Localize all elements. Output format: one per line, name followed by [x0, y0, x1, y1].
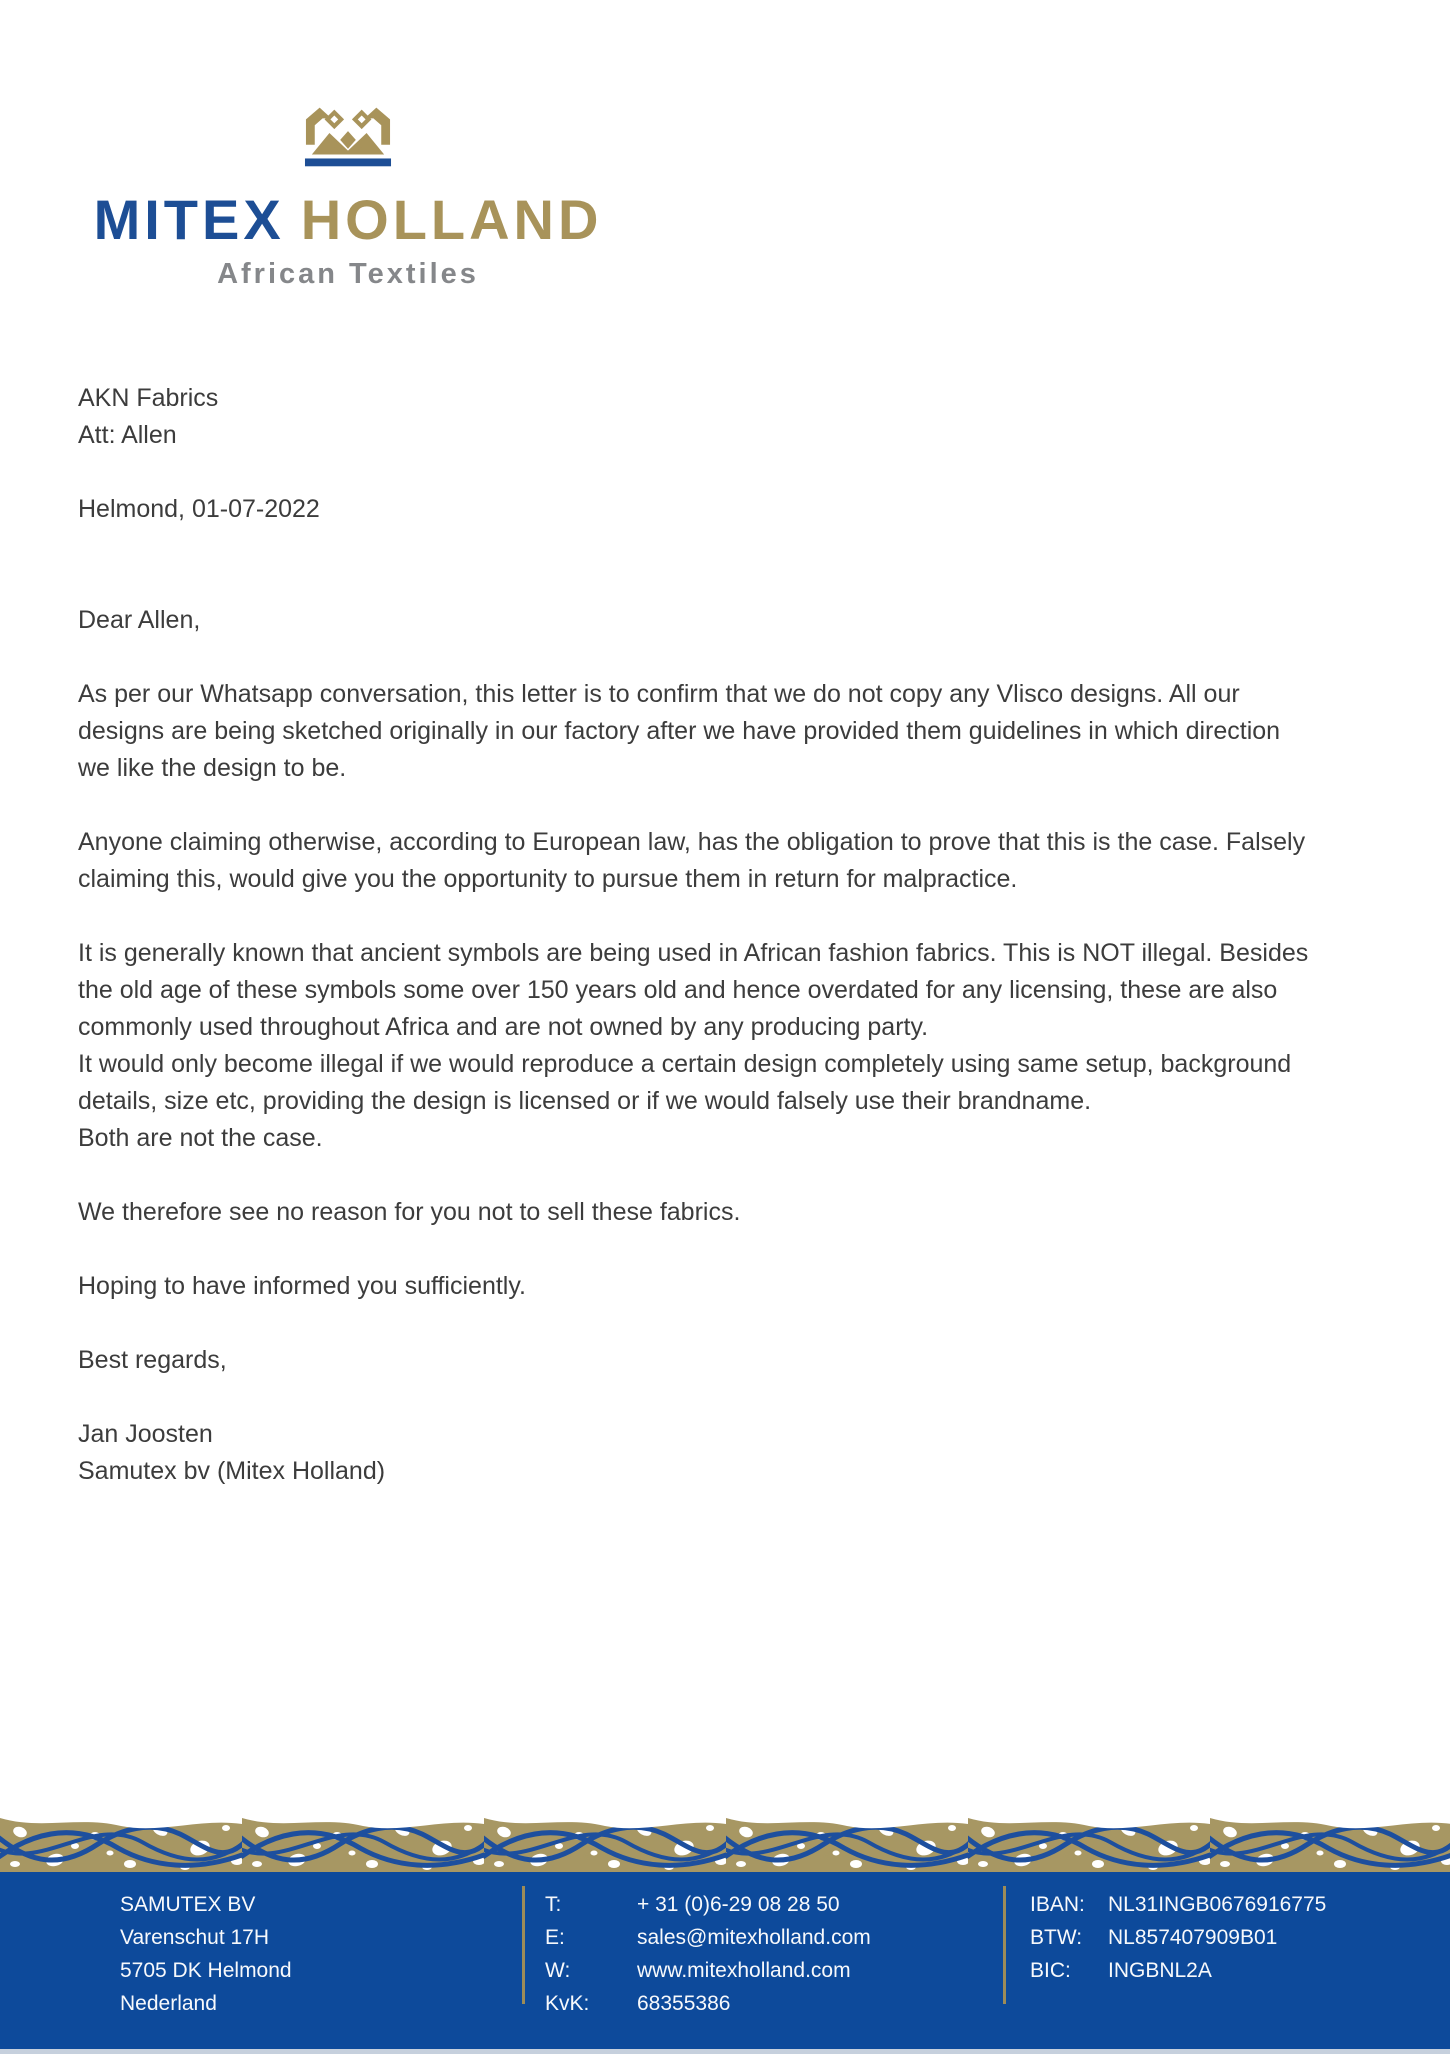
footer-banking	[1030, 1888, 1326, 1987]
salutation: Dear Allen,	[78, 606, 201, 634]
logo	[92, 100, 604, 289]
letter-paragraphs	[78, 676, 1310, 1490]
recipient-attention: Att: Allen	[78, 421, 177, 449]
brand-holland: HOLLAND	[300, 188, 603, 251]
footer-row-label: BTW:	[1030, 1926, 1083, 1949]
footer-row	[1030, 1921, 1326, 1954]
footer-divider	[522, 1886, 525, 2004]
footer-row-value: NL857407909B01	[1108, 1926, 1278, 1949]
footer-row	[1030, 1954, 1326, 1987]
footer-company-address	[120, 1888, 292, 2020]
footer-row	[545, 1888, 871, 1921]
footer-row-value: NL31INGB0676916775	[1108, 1893, 1327, 1916]
footer-row-value: www.mitexholland.com	[637, 1959, 851, 1982]
letter-paragraph: Samutex bv (Mitex Holland)	[78, 1457, 386, 1485]
brand-name	[92, 188, 604, 251]
letter-content	[78, 380, 1310, 1490]
footer-line: Nederland	[120, 1992, 217, 2015]
footer-row-value: 68355386	[637, 1992, 731, 2015]
recipient-block	[78, 380, 1310, 454]
footer-divider	[1003, 1886, 1006, 2004]
footer-row	[545, 1921, 871, 1954]
footer-row-label: BIC:	[1030, 1959, 1071, 1982]
letter-paragraph: It would only become illegal if we would reproduce a certain design completely using same setup, background details, size etc, providing the design is licensed or if we would falsely use their brandname.	[78, 1050, 1292, 1115]
footer-bar	[0, 1872, 1450, 2054]
brand-tagline: African Textiles	[217, 258, 479, 290]
brand-mitex: MITEX	[93, 188, 285, 251]
footer-row-label: W:	[545, 1959, 571, 1982]
footer-line: Varenschut 17H	[120, 1926, 270, 1949]
footer-row-label: IBAN:	[1030, 1893, 1085, 1916]
letter-paragraph: As per our Whatsapp conversation, this letter is to confirm that we do not copy any Vlisco designs. All our designs are being sketched originally in our factory after we have provided them guidelines in which direction we like the design to be.	[78, 680, 1281, 782]
textile-pattern-band	[0, 1818, 1450, 1872]
footer-row-value: INGBNL2A	[1108, 1959, 1212, 1982]
dateline: Helmond, 01-07-2022	[78, 495, 320, 523]
footer-row-label: T:	[545, 1893, 562, 1916]
footer-row-label: KvK:	[545, 1992, 590, 2015]
page-bottom-edge	[0, 2049, 1450, 2054]
letter-paragraph: Hoping to have informed you sufficiently.	[78, 1272, 526, 1300]
letter-paragraph: We therefore see no reason for you not to sell these fabrics.	[78, 1198, 741, 1226]
letter-paragraph: Both are not the case.	[78, 1124, 323, 1152]
footer-line: SAMUTEX BV	[120, 1893, 256, 1916]
footer-contact	[545, 1888, 871, 2020]
letter-paragraph: Anyone claiming otherwise, according to European law, has the obligation to prove that this is the case. Falsely claiming this, would give you the opportunity to pursue them in return for malpractice.	[78, 828, 1306, 893]
letter-paragraph: Best regards,	[78, 1346, 227, 1374]
footer-row	[1030, 1888, 1326, 1921]
footer-row	[545, 1987, 871, 2020]
footer-row	[545, 1954, 871, 1987]
recipient-company: AKN Fabrics	[78, 384, 219, 412]
footer-row-value: + 31 (0)6-29 08 28 50	[637, 1893, 840, 1916]
letter-paragraph: Jan Joosten	[78, 1420, 213, 1448]
footer-row-value: sales@mitexholland.com	[637, 1926, 871, 1949]
letter-paragraph: It is generally known that ancient symbols are being used in African fashion fabrics. This is NOT illegal. Besides the old age of these symbols some over 150 years old and hence overdated for any licensing, these are also commonly used throughout Africa and are not owned by any producing party.	[78, 939, 1309, 1041]
crown-icon	[304, 100, 392, 170]
footer-row-label: E:	[545, 1926, 565, 1949]
footer-line: 5705 DK Helmond	[120, 1959, 292, 1982]
